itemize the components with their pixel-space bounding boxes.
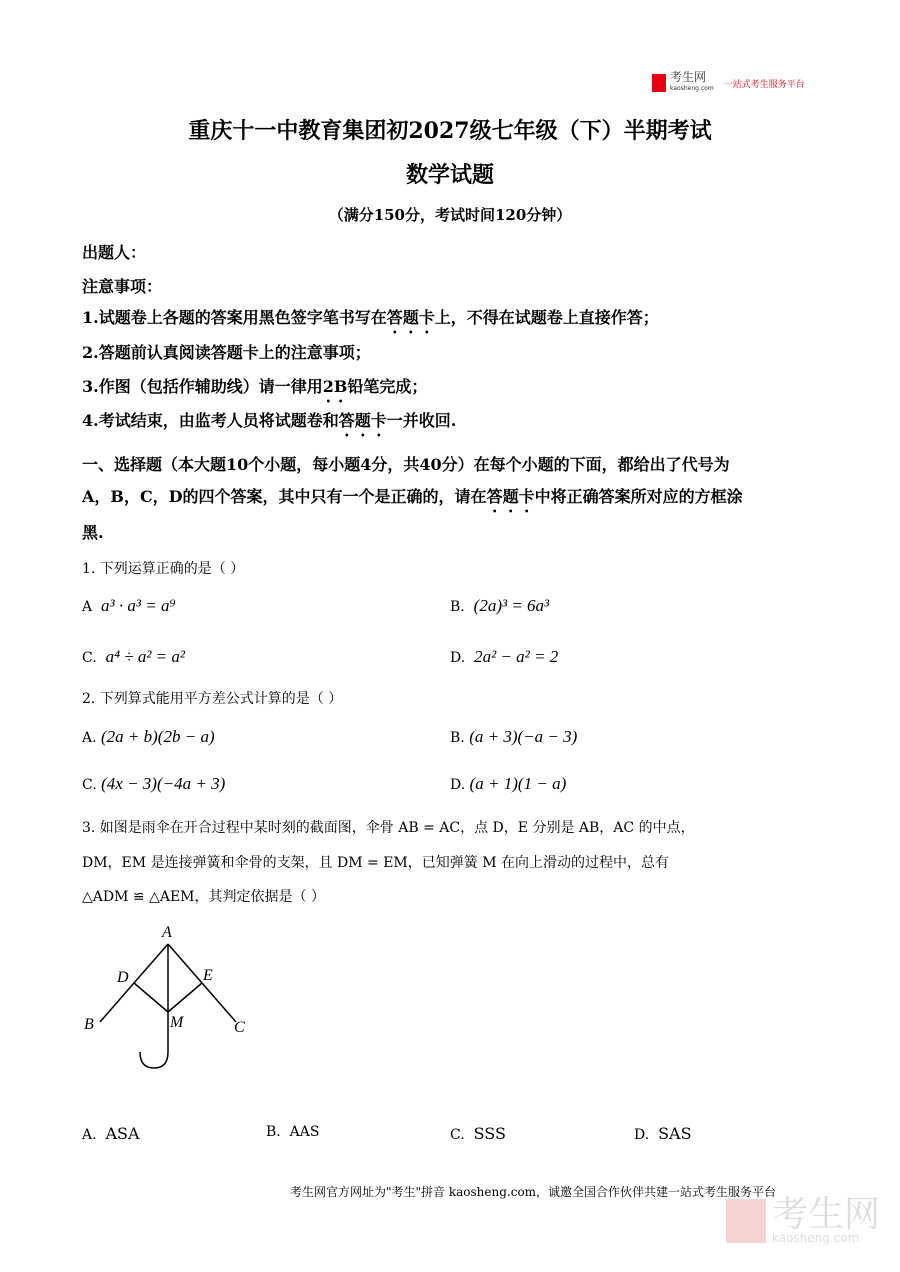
- exam-title: 重庆十一中教育集团初2027级七年级（下）半期考试: [188, 118, 712, 144]
- q2-option-b[interactable]: B. (a + 3)(−a − 3): [450, 727, 578, 746]
- q1-option-d[interactable]: D. 2a² − a² = 2: [450, 647, 559, 666]
- q3-stem-line2: DM，EM 是连接弹簧和伞骨的支架，且 DM = EM，已知弹簧 M 在向上滑动的过程中，总有: [82, 855, 669, 871]
- strut-em: [168, 983, 202, 1012]
- q1-stem: 1. 下列运算正确的是（ ）: [82, 561, 245, 577]
- q3-option-d[interactable]: D. SAS: [634, 1124, 692, 1143]
- note-3: 3.作图（包括作辅助线）请一律用2B铅笔完成；: [82, 377, 428, 396]
- q3-option-c[interactable]: C. SSS: [450, 1124, 506, 1143]
- q2-option-d[interactable]: D. (a + 1)(1 − a): [450, 774, 567, 793]
- note-2: 2.答题前认真阅读答题卡上的注意事项；: [82, 343, 371, 362]
- q3-option-a[interactable]: A. ASA: [82, 1124, 140, 1143]
- label-b: B: [84, 1016, 94, 1033]
- q3-stem-line3: △ADM ≌ △AEM，其判定依据是（ ）: [82, 889, 325, 905]
- logo-brand: 考生网: [670, 70, 707, 84]
- exam-meta: （满分150分，考试时间120分钟）: [328, 206, 572, 224]
- q1-option-b[interactable]: B. (2a)³ = 6a³: [450, 596, 550, 615]
- logo-domain: kaosheng.com: [670, 85, 714, 92]
- note-1: 1.试题卷上各题的答案用黑色签字笔书写在答题卡上，不得在试题卷上直接作答；: [82, 308, 659, 327]
- watermark-logo-icon: [726, 1199, 766, 1243]
- label-c: C: [234, 1019, 245, 1036]
- q2-option-c[interactable]: C. (4x − 3)(−4a + 3): [82, 774, 226, 793]
- author-label: 出题人：: [82, 243, 147, 262]
- umbrella-figure: [0, 0, 300, 1080]
- label-e: E: [203, 967, 213, 984]
- section1-line1: 一、选择题（本大题10个小题，每小题4分，共40分）在每个小题的下面，都给出了代号为: [82, 455, 730, 474]
- q2-stem: 2. 下列算式能用平方差公式计算的是（ ）: [82, 691, 343, 707]
- q3-option-b[interactable]: B. AAS: [266, 1124, 320, 1140]
- footer-text: 考生网官方网址为"考生"拼音 kaosheng.com，诚邀全国合作伙伴共建一站式考生服务平台: [290, 1185, 777, 1199]
- section1-line3: 黑.: [82, 523, 104, 542]
- section1-line2: A，B，C，D的四个答案，其中只有一个是正确的，请在答题卡中将正确答案所对应的方框涂: [82, 487, 743, 506]
- logo-slogan: 一站式考生服务平台: [723, 79, 805, 90]
- umbrella-shaft: [140, 944, 168, 1068]
- kaosheng-logo[interactable]: [652, 72, 805, 94]
- q3-stem-line1: 3. 如图是雨伞在开合过程中某时刻的截面图，伞骨 AB = AC，点 D，E 分别是 AB，AC 的中点，: [82, 820, 695, 836]
- label-a: A: [162, 924, 172, 941]
- q1-option-a[interactable]: A a³ · a³ = a⁹: [82, 596, 176, 615]
- strut-dm: [134, 983, 168, 1012]
- note-4: 4.考试结束，由监考人员将试题卷和答题卡一并收回.: [82, 411, 457, 430]
- notes-title: 注意事项：: [82, 277, 163, 296]
- logo-mark-icon: [652, 74, 666, 92]
- subject-title: 数学试题: [405, 162, 494, 188]
- label-m: M: [170, 1014, 184, 1031]
- q2-option-a[interactable]: A. (2a + b)(2b − a): [82, 727, 215, 746]
- watermark: 考生网 kaosheng.com: [726, 1198, 880, 1244]
- label-d: D: [117, 969, 129, 986]
- q1-option-c[interactable]: C. a⁴ ÷ a² = a²: [82, 647, 185, 666]
